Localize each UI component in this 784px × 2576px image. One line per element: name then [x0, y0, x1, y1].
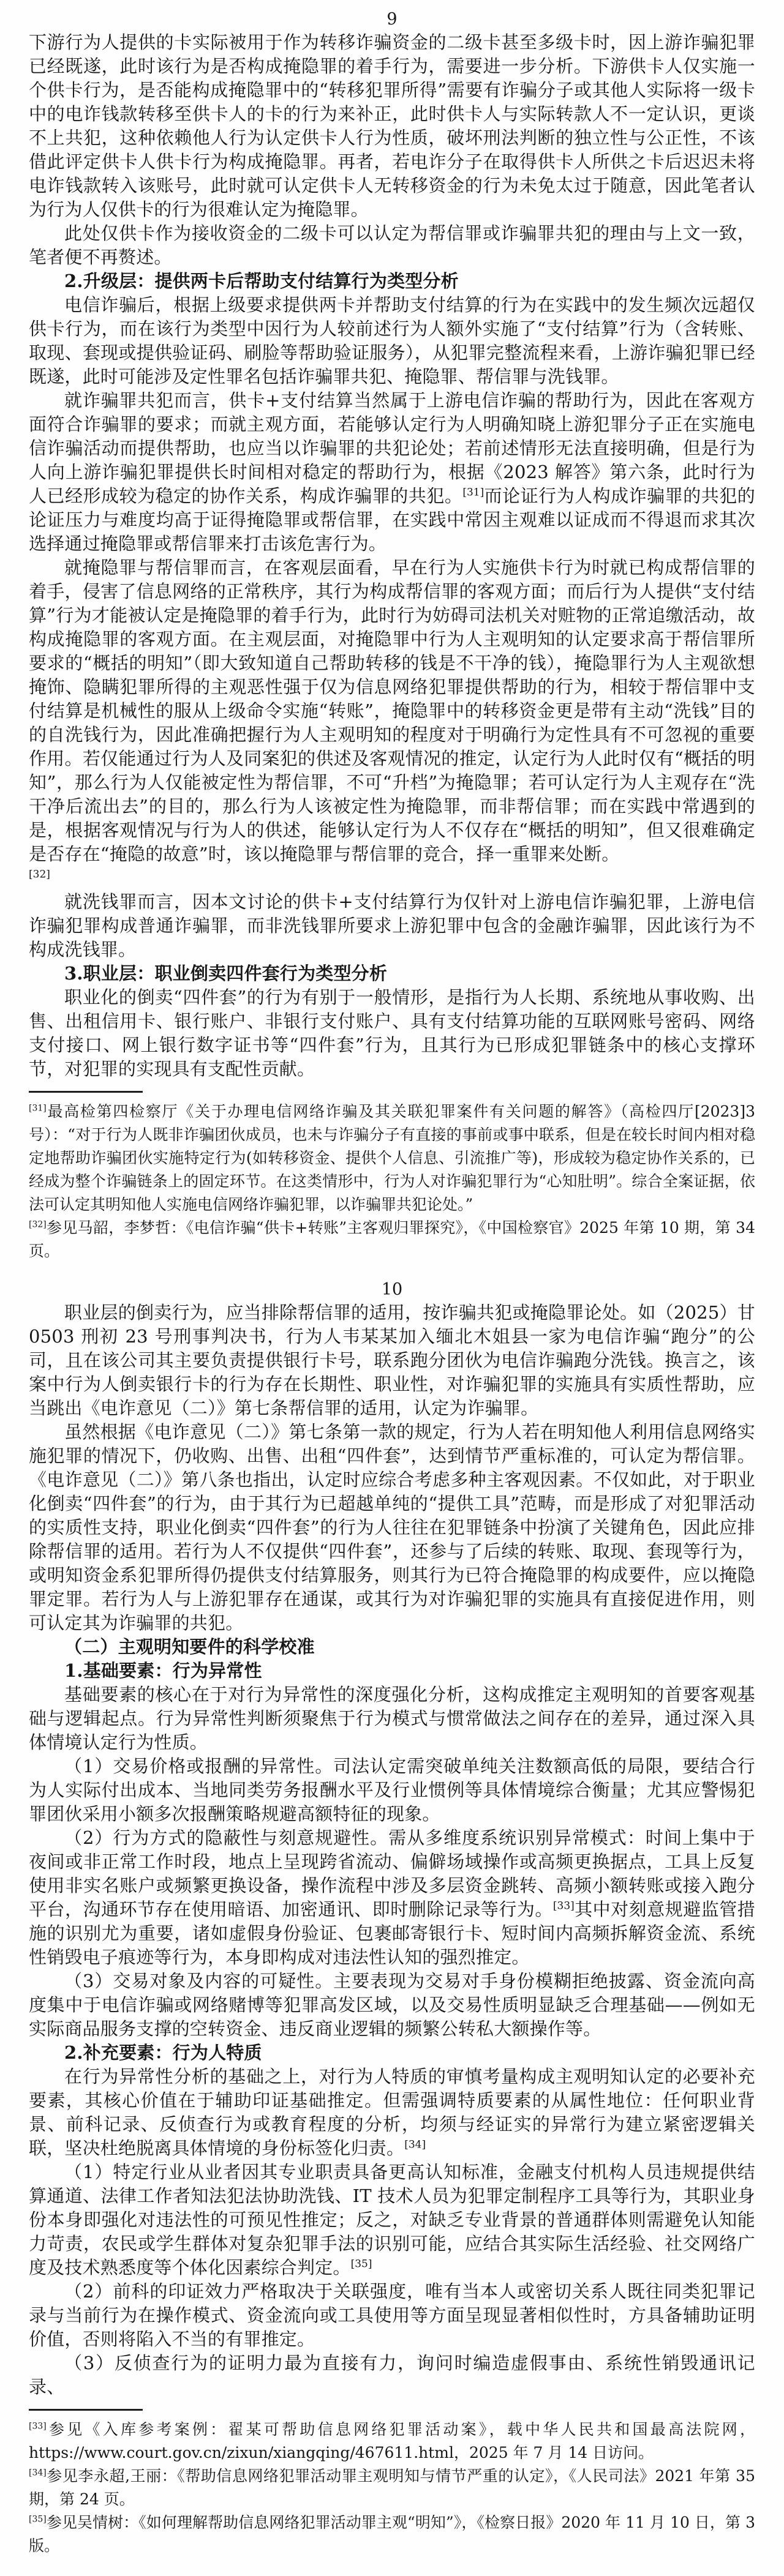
section-heading: 2.补充要素：行为人特质 — [64, 2042, 262, 2063]
section-heading: 1.基础要素：行为异常性 — [64, 1660, 262, 1681]
body-paragraph: 在行为异常性分析的基础之上，对行为人特质的审慎考量构成主观明知认定的必要补充要素，其核心价值在于辅助印证基础推定。但需强调特质要素的从属性地位：任何职业背景、前科记录、反侦查行为或教育程度的分析，均须与经证实的异常行为建立紧密逻辑关联，坚决杜绝脱离具体情境的身份标签化归责。[34] — [29, 2066, 755, 2159]
footnote-ref-line — [29, 866, 755, 890]
body-paragraph: （3）反侦查行为的证明力最为直接有力，询问时编造虚假事由、系统性销毁通讯记录、 — [29, 2353, 755, 2397]
footnote-separator — [29, 2409, 143, 2411]
footnote-ref: [31] — [29, 1103, 47, 1114]
footnote-ref: [32] — [29, 868, 50, 881]
body-paragraph: 就诈骗罪共犯而言，供卡+支付结算当然属于上游电信诈骗的帮助行为，因此在客观方面符合诈骗罪的要求；而就主观方面，若能够认定行为人明确知晓上游犯罪分子正在实施电信诈骗活动而提供帮助，也应当以诈骗罪的共犯论处；若前述情形无法直接明确，但是行为人向上游诈骗犯罪提供长时间相对稳定的帮助行为，根据《2023 解答》第六条，此时行为人已经形成较为稳定的协作关系，构成诈骗罪的共犯。[31]而论证行为人构成诈骗罪的共犯的论证压力与难度均高于证得掩隐罪或帮信罪，在实践中常因主观难以证成而不得退而求其次选择通过掩隐罪或帮信罪来打击该危害行为。 — [29, 390, 755, 554]
body-paragraph: 基础要素的核心在于对行为异常性的深度强化分析，这构成推定主观明知的首要客观基础与逻辑起点。行为异常性判断须聚焦于行为模式与惯常做法之间存在的差异，通过深入具体情境认定行为性质。 — [29, 1684, 755, 1753]
body-paragraph: 就洗钱罪而言，因本文讨论的供卡+支付结算行为仅针对上游电信诈骗犯罪，上游电信诈骗犯罪构成普通诈骗罪，而非洗钱罪所要求上游犯罪中包含的金融诈骗罪，因此该行为不构成洗钱罪。 — [29, 891, 755, 960]
body-paragraph: 就掩隐罪与帮信罪而言，在客观层面看，早在行为人实施供卡行为时就已构成帮信罪的着手，侵害了信息网络的正常秩序，其行为构成帮信罪的客观方面；而后行为人提供“支付结算”行为才能被认定是掩隐罪的着手行为，此时行为妨碍司法机关对赃物的正常追缴活动，故构成掩隐罪的客观方面。在主观层面，对掩隐罪中行为人主观明知的认定要求高于帮信罪所要求的“概括的明知”（即大致知道自己帮助转移的钱是不干净的钱），掩隐罪行为人主观欲想掩饰、隐瞒犯罪所得的主观恶性强于仅为信息网络犯罪提供帮助的行为，相较于帮信罪中支付结算是机械性的服从上级命令实施“转账”，掩隐罪中的转移资金更是带有主动“洗钱”目的的自洗钱行为，因此准确把握行为人主观明知的程度对于明确行为定性具有不可忽视的重要作用。若仅能通过行为人及同案犯的供述及客观情况的推定，认定行为人此时仅有“概括的明知”，那么行为人仅能被定性为帮信罪，不可“升档”为掩隐罪；若可认定行为人主观存在“洗干净后流出去”的目的，那么行为人该被定性为掩隐罪，而非帮信罪；而在实践中常遇到的是，根据客观情况与行为人的供述，能够认定行为人不仅存在“概括的明知”，但又很难确定是否存在“掩隐的故意”时，该以掩隐罪与帮信罪的竞合，择一重罪来处断。 — [29, 557, 755, 864]
body-paragraph: （1）交易价格或报酬的异常性。司法认定需突破单纯关注数额高低的局限，要结合行为人实际付出成本、当地同类劳务报酬水平及行业惯例等具体情境综合衡量；尤其应警惕犯罪团伙采用小额多次报酬策略规避高额特征的现象。 — [29, 1756, 755, 1824]
footnote-ref: [33] — [552, 1900, 575, 1912]
footnote-ref: [34] — [404, 2138, 426, 2151]
section-heading: （二）主观明知要件的科学校准 — [64, 1636, 315, 1657]
body-paragraph: （2）行为方式的隐蔽性与刻意规避性。需从多维度系统识别异常模式：时间上集中于夜间或非正常工作时段，地点上呈现跨省流动、偏僻场域操作或高频更换据点，工具上反复使用非实名账户或频繁更换设备，操作流程中涉及多层资金跳转、高频小额转账或接入跑分平台，沟通环节存在使用暗语、加密通讯、即时删除记录等行为。[33]其中对刻意规避监管措施的识别尤为重要，诸如虚假身份验证、包裹邮寄银行卡、短时间内高频拆解资金流、系统性销毁电子痕迹等行为，本身即构成对违法性认知的强烈推定。 — [29, 1827, 755, 1968]
body-paragraph: 职业化的倒卖“四件套”的行为有别于一般情形，是指行为人长期、系统地从事收购、出售、出租信用卡、银行账户、非银行支付账户、具有支付结算功能的互联网账号密码、网络支付接口、网上银行数字证书等“四件套”行为，且其行为已形成犯罪链条中的核心支撑环节，对犯罪的实现具有支配性贡献。 — [29, 987, 755, 1079]
footnote-ref: [31] — [462, 486, 484, 499]
body-paragraph: 下游行为人提供的卡实际被用于作为转移诈骗资金的二级卡甚至多级卡时，因上游诈骗犯罪已经既遂，此时该行为是否构成掩隐罪的着手行为，需要进一步分析。下游供卡人仅实施一个供卡行为，是否能构成掩隐罪中的“转移犯罪所得”需要有诈骗分子或其他人实际将一级卡中的电诈钱款转移至供卡人的卡的行为来补正，此时供卡人与实际转款人不一定认识，更谈不上共犯，这种依赖他人行为认定供卡人行为性质，破坏刑法判断的独立性与公正性，不该借此评定供卡人供卡行为构成掩隐罪。再者，若电诈分子在取得供卡人所供之卡后迟迟未将电诈钱款转入该账号，此时就可认定供卡人无转移资金的行为未免太过于随意，因此笔者认为行为人仅供卡的行为很难认定为掩隐罪。 — [29, 32, 755, 220]
page-number: 9 — [386, 10, 398, 29]
body-paragraph: （3）交易对象及内容的可疑性。主要表现为交易对手身份模糊拒绝披露、资金流向高度集中于电信诈骗或网络赌博等犯罪高发区域，以及交易性质明显缺乏合理基础——例如无实际商品服务支撑的空转资金、违反商业逻辑的频繁公转私大额操作等。 — [29, 1971, 755, 2039]
footnote-ref: [35] — [29, 2514, 47, 2525]
body-paragraph: （2）前科的印证效力严格取决于关联强度，唯有当本人或密切关系人既往同类犯罪记录与当前行为在操作模式、资金流向或工具使用等方面呈现显著相似性时，方具备辅助证明价值，否则将陷入不当的有罪推定。 — [29, 2281, 755, 2349]
footnote: [35]参见吴情树：《如何理解帮助信息网络犯罪活动罪主观“明知”》，《检察日报》2020 年 11 月 10 日，第 3 版。 — [29, 2514, 755, 2555]
footnote-ref: [33] — [29, 2421, 47, 2432]
footnote-separator — [29, 1091, 143, 1093]
footnote: [33]参见《入库参考案例：翟某可帮助信息网络犯罪活动案》，载中华人民共和国最高法院网， https://www.court.gov.cn/zixun/xiangqing/467611.html，2025 年 7 月 14 日访问。 — [29, 2421, 755, 2462]
body-paragraph: 虽然根据《电诈意见（二）》第七条第一款的规定，行为人若在明知他人利用信息网络实施犯罪的情况下，仍收购、出售、出租“四件套”，达到情节严重标准的，可认定为帮信罪。《电诈意见（二）》第八条也指出，认定时应综合考虑多种主客观因素。不仅如此，对于职业化倒卖“四件套”的行为，由于其行为已超越单纯的“提供工具”范畴，而是形成了对犯罪活动的实质性支持，职业化倒卖“四件套”的行为人往往在犯罪链条中扮演了关键角色，因此应排除帮信罪的适用。若行为人不仅提供“四件套”，还参与了后续的转账、取现、套现等行为，或明知资金系犯罪所得仍提供支付结算服务，则其行为已符合掩隐罪的构成要件，应以掩隐罪定罪。若行为人与上游犯罪存在通谋，或其行为对诈骗犯罪的实施具有直接促进作用，则可认定其为诈骗罪的共犯。 — [29, 1421, 755, 1633]
page-10 — [29, 1279, 755, 2558]
body-paragraph: 职业层的倒卖行为，应当排除帮信罪的适用，按诈骗共犯或掩隐罪论处。如（2025）甘 0503 刑初 23 号刑事判决书，行为人韦某某加入缅北木姐县一家为电信诈骗“跑分”的公司，且在该公司其主要负责提供银行卡号，联系跑分团伙为电信诈骗跑分洗钱。换言之，该案中行为人倒卖银行卡的行为存在长期性、职业性，对诈骗犯罪的实施具有实质性帮助，应当跳出《电诈意见（二）》第七条帮信罪的适用，认定为诈骗罪。 — [29, 1302, 755, 1418]
page-number: 10 — [381, 1280, 403, 1299]
footnote-ref: [35] — [350, 2258, 372, 2271]
body-paragraph: 此处仅供卡作为接收资金的二级卡可以认定为帮信罪或诈骗罪共犯的理由与上文一致，笔者便不再赘述。 — [29, 223, 755, 268]
body-paragraph: （1）特定行业从业者因其专业职责具备更高认知标准，金融支付机构人员违规提供结算通道、法律工作者知法犯法协助洗钱、IT 技术人员为犯罪定制程序工具等行为，其职业身份本身即强化对违法性的可预见性推定；反之，对缺乏专业背景的普通群体则需避免认知能力苛责，农民或学生群体对复杂犯罪手法的识别可能，应结合其实际生活经验、社交网络广度及技术熟悉度等个体化因素综合判定。[35] — [29, 2162, 755, 2278]
footnote-ref: [34] — [29, 2468, 47, 2478]
footnote: [32]参见马韶，李梦哲：《电信诈骗“供卡+转账”主客观归罪探究》，《中国检察官》2025 年第 10 期，第 34 页。 — [29, 1219, 755, 1260]
footnote-ref: [32] — [29, 1219, 47, 1230]
footnote: [34]参见李永超,王丽：《帮助信息网络犯罪活动罪主观明知与情节严重的认定》，《人民司法》2021 年第 35 期，第 24 页。 — [29, 2467, 755, 2508]
section-heading: 2.升级层：提供两卡后帮助支付结算行为类型分析 — [64, 271, 459, 291]
section-heading: 3.职业层：职业倒卖四件套行为类型分析 — [64, 963, 388, 984]
footnote: [31]最高检第四检察厅《关于办理电信网络诈骗及其关联犯罪案件有关问题的解答》（高检四厅[2023]3 号）：“对于行为人既非诈骗团伙成员，也未与诈骗分子有直接的事前或事中联系，但是在较长时间内相对稳定地帮助诈骗团伙实施特定行为(如转移资金、提供个人信息、引流推广等)，形成较为稳定协作关系的，已经成为整个诈骗链条上的固定环节。在这类情形中，行为人对诈骗犯罪行为“心知肚明”。综合全案证据，依法可认定其明知他人实施电信网络诈骗犯罪，以诈骗罪共犯论处。” — [29, 1103, 755, 1213]
body-paragraph: 电信诈骗后，根据上级要求提供两卡并帮助支付结算的行为在实践中的发生频次远超仅供卡行为，而在该行为类型中因行为人较前述行为人额外实施了“支付结算”行为（含转账、取现、套现或提供验证码、刷脸等帮助验证服务），从犯罪完整流程来看，上游诈骗犯罪已经既遂，此时可能涉及定性罪名包括诈骗罪共犯、掩隐罪、帮信罪与洗钱罪。 — [29, 294, 755, 387]
page-9 — [29, 9, 755, 1263]
